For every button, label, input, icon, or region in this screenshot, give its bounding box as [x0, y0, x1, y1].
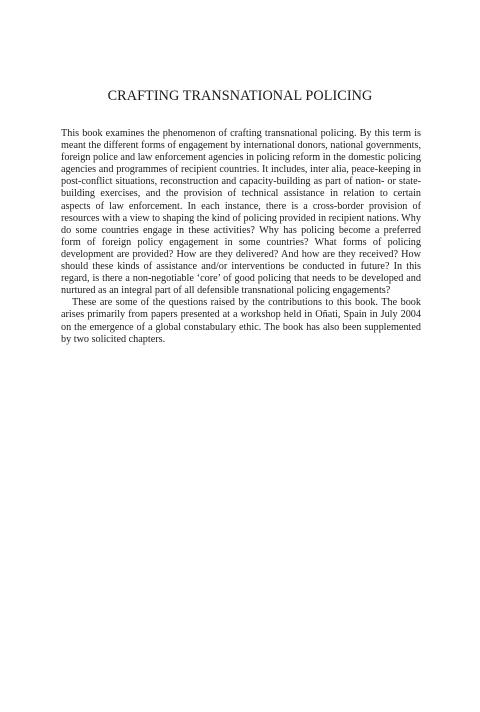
body-text: [61, 128, 421, 346]
page-title: CRAFTING TRANSNATIONAL POLICING: [107, 88, 373, 104]
paragraph: These are some of the questions raised by the contributions to this book. The book arises primarily from papers presented at a workshop held in Oñati, Spain in July 2004 on the emergence of a global constabulary ethic. The book has also been supplemented by two solicited chapters.: [61, 297, 421, 345]
paragraph: This book examines the phenomenon of crafting transnational policing. By this term is meant the different forms of engagement by international donors, national governments, foreign police and law enforcement agencies in policing reform in the domestic policing agencies and programmes of recipient countries. It includes, inter alia, peace-keeping in post-conflict situations, reconstruction and capacity-building as part of nation- or state-building exercises, and the provision of technical assistance in relation to certain aspects of law enforcement. In each instance, there is a cross-border provision of resources with a view to shaping the kind of policing provided in recipient nations. Why do some countries engage in these activities? Why has policing become a preferred form of foreign policy engagement in some countries? What forms of policing development are provided? How are they delivered? And how are they received? How should these kinds of assistance and/or interventions be conducted in future? In this regard, is there a non-negotiable ‘core’ of good policing that needs to be developed and nurtured as an integral part of all defensible transnational policing engagements?: [61, 128, 421, 297]
